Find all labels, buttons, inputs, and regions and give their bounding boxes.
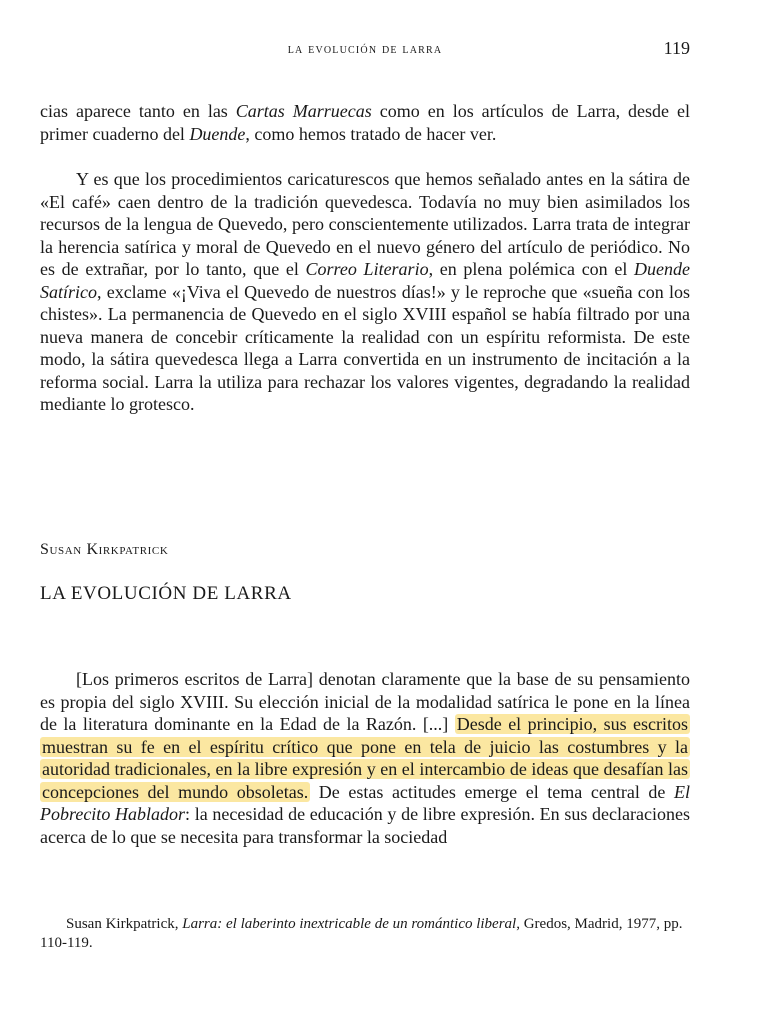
italic-title: Cartas Marruecas bbox=[235, 101, 372, 121]
text-run: , en plena polémica con el bbox=[428, 259, 635, 279]
text-run: Y es que los procedimientos caricaturescos que hemos señalado antes en la sátira de «El café» caen dentro de la tradición quevedesca. Todavía no muy bien asimilados los recursos de la lengua de Quevedo, pero conscientemente utilizados. Larra trata de integrar la herencia satírica y moral de Quevedo en el nuevo género del artículo de periódico. No es de extrañar, por lo tanto, que el bbox=[40, 169, 690, 279]
text-run: , exclame «¡Viva el Quevedo de nuestros días!» y le reproche que «sueña con los chistes». La permanencia de Quevedo en el siglo XVIII español se había filtrado por una nueva manera de concebir críticamente la realidad con un espíritu reformista. De este modo, la sátira quevedesca llega a Larra convertida en un instrumento de incitación a la reforma social. Larra la utiliza para rechazar los valores vigentes, degradando la realidad mediante lo grotesco. bbox=[40, 281, 690, 414]
text-run: como en los artículos de Larra, desde el primer cuaderno del bbox=[40, 101, 690, 144]
highlighted-passage: Desde el principio, sus escritos muestran su fe en el espíritu crítico que pone en tela de juicio las costumbres y la autoridad tradicionales, en la libre expresión y en el intercambio de ideas que desafían las concepciones del mundo obsoletas. bbox=[42, 714, 689, 802]
text-run: Susan Kirkpatrick, bbox=[66, 916, 183, 932]
italic-title: Duende bbox=[189, 123, 246, 144]
page-number: 119 bbox=[663, 38, 690, 58]
text-run: , Gredos, Madrid, 1977, pp. 110-119. bbox=[40, 916, 683, 951]
text-run: [Los primeros escritos de Larra] denotan claramente que la base de su pensamiento es propia del siglo XVIII. Su elección inicial de la modalidad satírica le pone en la línea de la literatura dominante en la Edad de la Razón. [...] bbox=[40, 669, 690, 734]
text-run: : la necesidad de educación y de libre expresión. En sus declaraciones acerca de lo que se necesita para transformar la sociedad bbox=[40, 804, 690, 847]
text-run: , como hemos tratado de hacer ver. bbox=[245, 123, 497, 144]
italic-title: Correo Literario bbox=[305, 259, 429, 279]
paragraph-continuation bbox=[40, 100, 690, 145]
paragraph-quevedo-tradition bbox=[40, 168, 690, 416]
running-title: la evolución de larra bbox=[287, 42, 443, 57]
text-run: De estas actitudes emerge el tema central de bbox=[310, 781, 675, 802]
source-citation bbox=[40, 915, 690, 953]
excerpt-author: Susan Kirkpatrick bbox=[40, 541, 169, 558]
excerpt-title: LA EVOLUCIÓN DE LARRA bbox=[40, 583, 292, 604]
italic-title: Duende Satírico bbox=[40, 259, 691, 302]
italic-title: El Pobrecito Hablador bbox=[40, 781, 691, 824]
paragraph-excerpt bbox=[40, 668, 690, 848]
italic-title: Larra: el laberinto inextricable de un romántico liberal bbox=[182, 916, 517, 932]
running-head bbox=[40, 38, 690, 62]
text-run: cias aparece tanto en las bbox=[40, 101, 236, 121]
